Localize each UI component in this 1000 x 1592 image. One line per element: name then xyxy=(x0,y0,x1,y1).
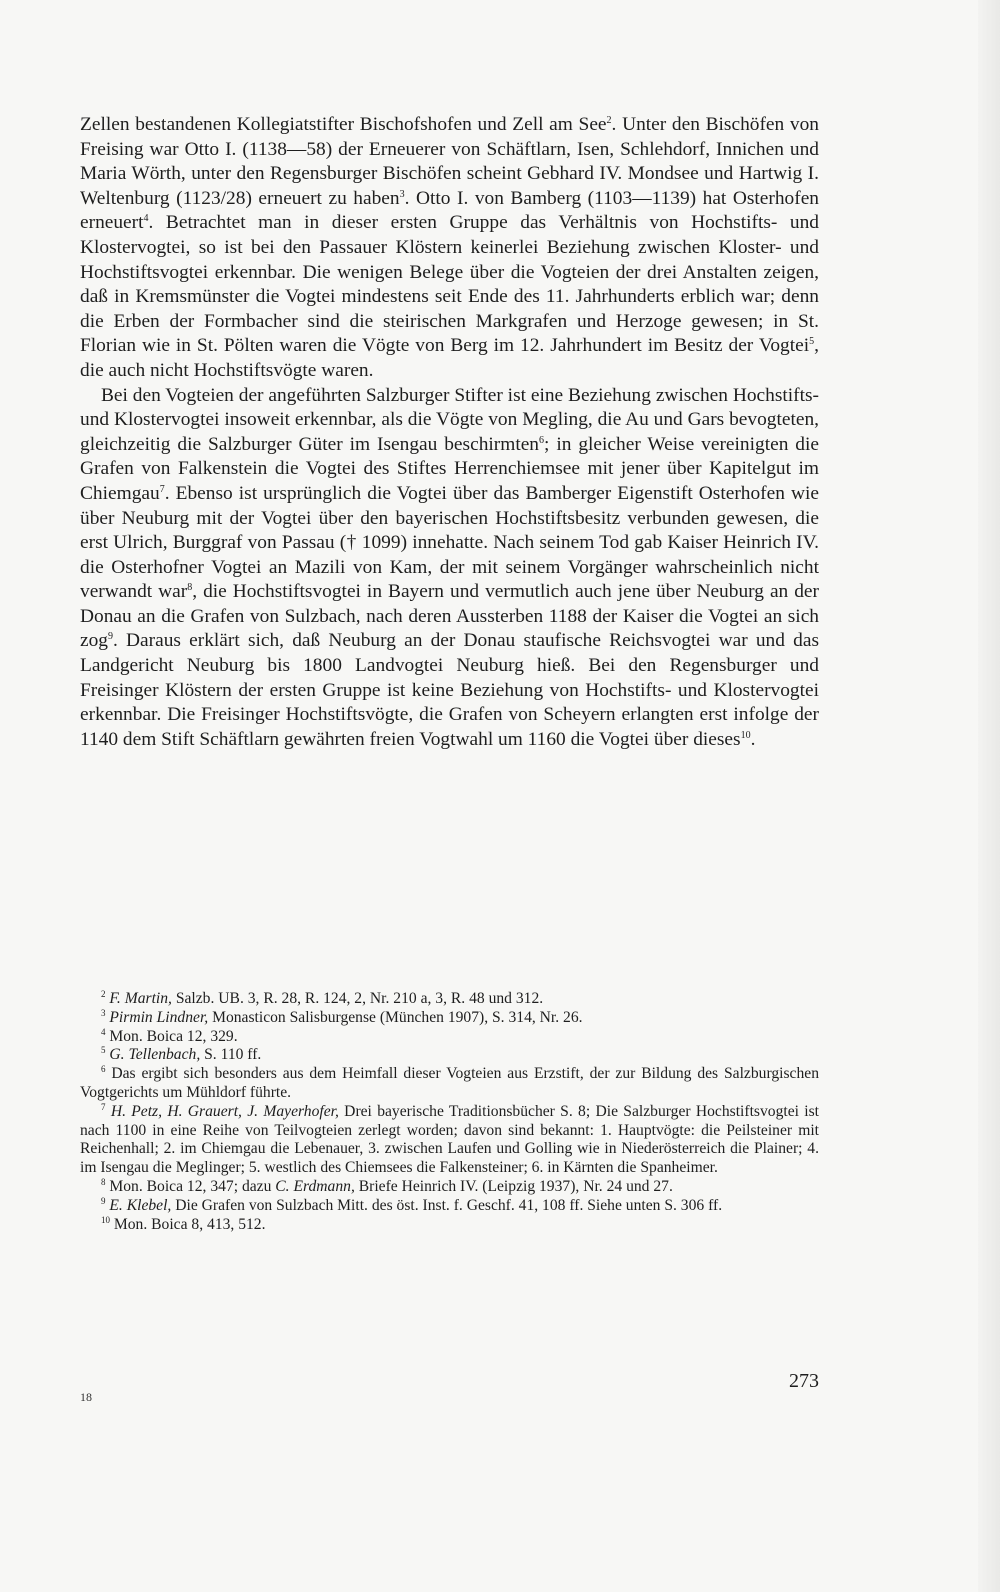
signature-mark: 18 xyxy=(80,1390,92,1404)
footnote-reference: 9 xyxy=(108,631,113,643)
text-run: Drei bayerische Traditionsbücher S. 8; Die Salzburger Hochstiftsvogtei ist nach 1100 in eine Reihe von Teilvogteien zerlegt worden; davon sind bekannt: 1. Hauptvögte: die Peilsteiner mit Reichenhall; 2. im Chiemgau die Lebenauer, 3. zwischen Laufen und Golling wie in Niederösterreich die Plainer; 4. im Isengau die Meglinger; 5. westlich des Chiemsees die Falkensteiner; 6. in Kärnten die Spanheimer. xyxy=(80,1102,819,1177)
text-run: Mon. Boica 12, 347; dazu xyxy=(105,1177,276,1195)
text-run: ; in gleicher Weise vereinigten die Grafen von Falkenstein die Vogtei des Stiftes Herrenchiemsee mit jener über Kapitelgut im Chiemgau xyxy=(80,433,819,504)
footnote-reference: 10 xyxy=(101,1214,110,1225)
text-run: Die Grafen von Sulzbach Mitt. des öst. Inst. f. Geschf. 41, 108 ff. Siehe unten S. 306 ff. xyxy=(171,1196,723,1214)
text-run: Mon. Boica 12, 329. xyxy=(105,1027,238,1045)
footnote-reference: 4 xyxy=(101,1026,106,1037)
author-name: F. Martin, xyxy=(109,990,172,1007)
footnote-reference: 6 xyxy=(101,1064,106,1075)
footnote-reference: 4 xyxy=(143,213,149,225)
text-run: . Betrachtet man in dieser ersten Gruppe das Verhältnis von Hochstifts- und Klostervogtei, so ist bei den Passauer Klöstern keinerlei Beziehung zwischen Kloster- und Hochstiftsvogtei erkennbar. Die wenigen Belege über die Vogteien der drei Anstalten zeigen, daß in Kremsmünster die Vogtei mindestens seit Ende des 11. Jahrhunderts erblich war; denn die Erben der Formbacher sind die steirischen Markgrafen und Herzoge gewesen; in St. Florian wie in St. Pölten waren die Vögte von Berg im 12. Jahrhundert im Besitz der Vogtei xyxy=(80,212,819,357)
text-run: Mon. Boica 8, 413, 512. xyxy=(110,1215,266,1233)
footnote-reference: 8 xyxy=(101,1176,106,1187)
text-run: . Ebenso ist ursprünglich die Vogtei über das Bamberger Eigenstift Osterhofen wie über Neuburg mit der Vogtei über den bayerischen Hochstiftsbesitz verbunden gewesen, die erst Ulrich, Burggraf von Passau († 1099) innehatte. Nach seinem Tod gab Kaiser Heinrich IV. die Osterhofner Vogtei an Mazili von Kam, der mit seinem Vorgänger wahrscheinlich nicht verwandt war xyxy=(80,482,819,603)
footnote-reference: 7 xyxy=(159,483,165,495)
footnote-reference: 3 xyxy=(399,188,405,200)
text-run: Salzb. UB. 3, R. 28, R. 124, 2, Nr. 210 a, 3, R. 48 und 312. xyxy=(171,990,544,1007)
text-run: . Daraus erklärt sich, daß Neuburg an der Donau staufische Reichsvogtei war und das Landgericht Neuburg bis 1800 Landvogtei Neuburg hieß. Bei den Regensburger und Freisinger Klöstern der ersten Gruppe ist keine Beziehung von Hochstifts- und Klostervogtei erkennbar. Die Freisinger Hochstiftsvögte, die Grafen von Scheyern erlangten erst infolge der 1140 dem Stift Schäftlarn gewährten freien Vogtwahl um 1160 die Vogtei über dieses xyxy=(80,630,819,750)
footnote-reference: 10 xyxy=(740,729,751,741)
text-run: , die Hochstiftsvogtei in Bayern und vermutlich auch jene über Neuburg an der Donau an die Grafen von Sulzbach, nach deren Aussterben 1188 der Kaiser die Vogtei an sich zog xyxy=(80,581,819,652)
footnote-reference: 3 xyxy=(101,1007,106,1018)
text-run: Zellen bestandenen Kollegiatstifter Bischofshofen und Zell am See xyxy=(80,114,607,135)
footnote-reference: 9 xyxy=(101,1195,106,1206)
footnotes xyxy=(80,990,819,1234)
footnote-reference: 6 xyxy=(539,434,545,446)
page-number: 273 xyxy=(789,1370,819,1392)
author-name: E. Klebel, xyxy=(109,1196,172,1214)
footnote xyxy=(80,1046,819,1065)
footnote xyxy=(80,1216,819,1235)
text-run: Bei den Vogteien der angeführten Salzburger Stifter ist eine Beziehung zwischen Hochstifts- und Klostervogtei insoweit erkennbar, als die Vögte von Megling, die Au und Gars bevogteten, gleichzeitig die Salzburger Güter im Isengau beschirmten xyxy=(80,384,819,455)
text-run: , die auch nicht Hochstiftsvögte waren. xyxy=(80,335,819,381)
author-name: H. Petz, H. Grauert, J. Mayerhofer, xyxy=(110,1102,339,1120)
text-run: Monasticon Salisburgense (München 1907), S. 314, Nr. 26. xyxy=(208,1008,583,1026)
footnote-reference: 5 xyxy=(101,1045,106,1056)
text-run: . Otto I. von Bamberg (1103—1139) hat Osterhofen erneuert xyxy=(80,187,820,234)
footnote xyxy=(80,1028,819,1047)
footnote xyxy=(80,1065,819,1103)
paragraph xyxy=(80,384,819,753)
footnote-reference: 5 xyxy=(809,336,815,348)
footnote-reference: 8 xyxy=(187,582,193,594)
footnote-reference: 2 xyxy=(606,115,612,126)
page-edge-shadow xyxy=(978,0,1000,1592)
main-text xyxy=(80,113,819,752)
footnote xyxy=(80,990,819,1009)
author-name: C. Erdmann, xyxy=(275,1177,355,1195)
paragraph xyxy=(80,113,819,384)
footnote xyxy=(80,1103,819,1178)
text-run: Briefe Heinrich IV. (Leipzig 1937), Nr. 24 und 27. xyxy=(354,1177,673,1195)
text-run: S. 110 ff. xyxy=(200,1046,262,1064)
author-name: G. Tellenbach, xyxy=(109,1046,201,1064)
footnote-reference: 7 xyxy=(101,1101,106,1112)
text-run: . Unter den Bischöfen von Freising war Otto I. (1138—58) der Erneuerer von Schäftlarn, Isen, Schlehdorf, Innichen und Maria Wörth, unter den Regensburger Bischöfen scheint Gebhard IV. Mondsee und Hartwig I. Weltenburg (1123/28) erneuert zu haben xyxy=(80,114,819,209)
text-run: Das ergibt sich besonders aus dem Heimfall dieser Vogteien aus Erzstift, der zur Bildung des Salzburgischen Vogtgerichts um Mühldorf führte. xyxy=(80,1065,819,1101)
footnote xyxy=(80,1197,819,1216)
footnote xyxy=(80,1009,819,1028)
footnote xyxy=(80,1178,819,1197)
author-name: Pirmin Lindner, xyxy=(109,1008,209,1026)
footnote-reference: 2 xyxy=(101,989,106,999)
text-run: . xyxy=(750,728,756,750)
